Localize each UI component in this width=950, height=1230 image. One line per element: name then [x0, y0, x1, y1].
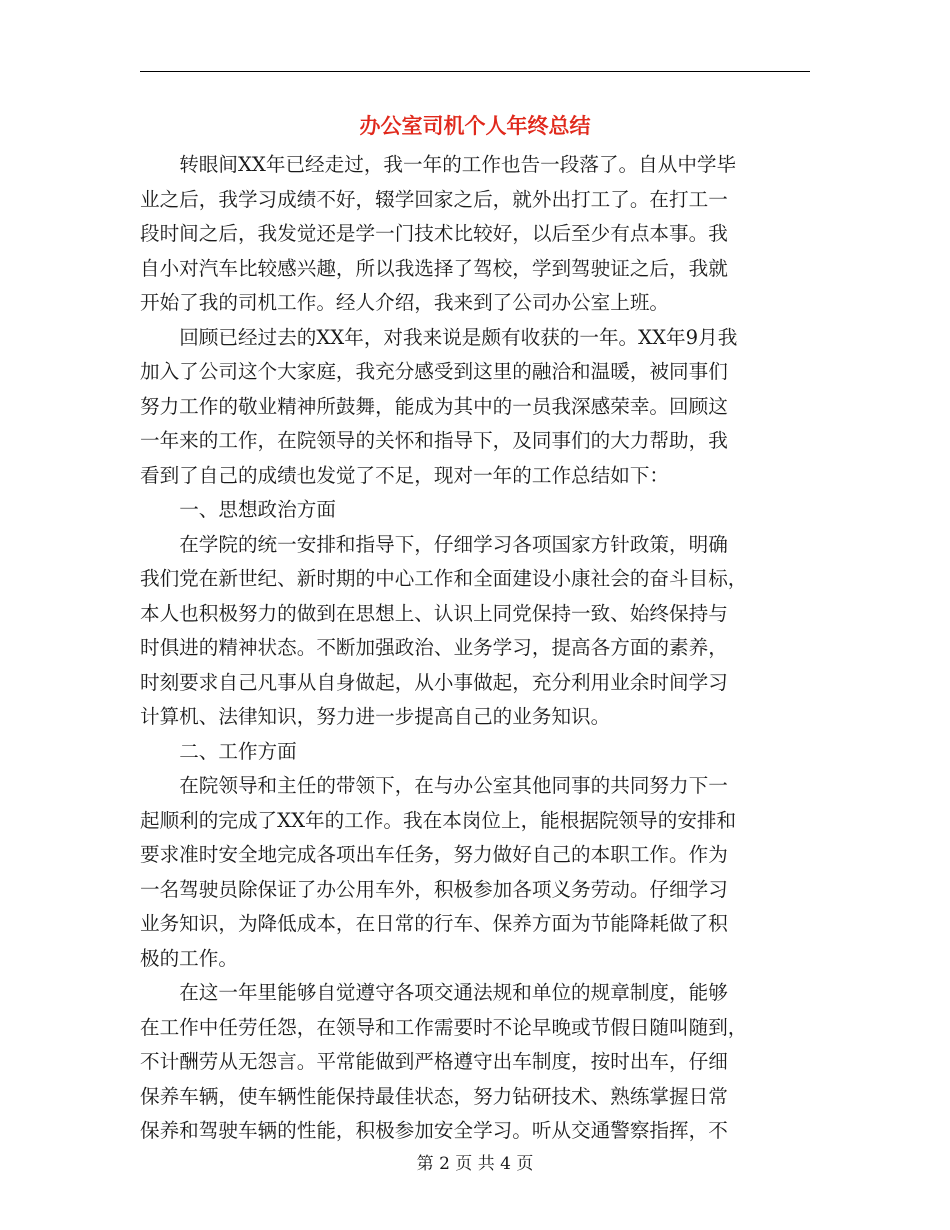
paragraph-discipline: 在这一年里能够自觉遵守各项交通法规和单位的规章制度，能够 在工作中任劳任怨，在领导和工作需要时不论早晚或节假日随叫随到， 不计酬劳从无怨言。平常能做到严格遵守出车制度，按时出车，仔细 保养车辆，使车辆性能保持最佳状态，努力钻研技术、熟练掌握日常 保养和驾驶车辆的性能，积极参加安全学习。听从交通警察指挥，不 [140, 981, 748, 1142]
document-title: 办公室司机个人年终总结 [359, 114, 591, 138]
paragraph-review: 回顾已经过去的XX年，对我来说是颇有收获的一年。XX年9月我 加入了公司这个大家庭，我充分感受到这里的融洽和温暖，被同事们 努力工作的敬业精神所鼓舞，能成为其中的一员我深感荣幸。回顾这 一年来的工作，在院领导的关怀和指导下，及同事们的大力帮助，我 看到了自己的成绩也发觉了不足，现对一年的工作总结如下： [140, 325, 738, 487]
section-heading-ideology: 一、思想政治方面 [179, 498, 336, 521]
header-rule [140, 71, 810, 72]
paragraph-work: 在院领导和主任的带领下，在与办公室其他同事的共同努力下一 起顺利的完成了XX年的工作。我在本岗位上，能根据院领导的安排和 要求准时安全地完成各项出车任务，努力做好自己的本职工作。作为 一名驾驶员除保证了办公用车外，积极参加各项义务劳动。仔细学习 业务知识，为降低成本，在日常的行车、保养方面为节能降耗做了积 极的工作。 [140, 774, 737, 970]
section-heading-work: 二、工作方面 [179, 739, 297, 763]
page-number: 第 2 页 共 4 页 [416, 1154, 534, 1174]
document-body [140, 148, 810, 1149]
paragraph-intro: 转眼间XX年已经走过，我一年的工作也告一段落了。自从中学毕 业之后，我学习成绩不好，辍学回家之后，就外出打工了。在打工一 段时间之后，我发觉还是学一门技术比较好，以后至少有点本事。我 自小对汽车比较感兴趣，所以我选择了驾校，学到驾驶证之后，我就 开始了我的司机工作。经人介绍，我来到了公司办公室上班。 [140, 153, 737, 314]
paragraph-ideology: 在学院的统一安排和指导下，仔细学习各项国家方针政策，明确 我们党在新世纪、新时期的中心工作和全面建设小康社会的奋斗目标， 本人也积极努力的做到在思想上、认识上同党保持一致、始终保持与 时俱进的精神状态。不断加强政治、业务学习，提高各方面的素养， 时刻要求自己凡事从自身做起，从小事做起，充分利用业余时间学习 计算机、法律知识，努力进一步提高自己的业务知识。 [140, 532, 748, 728]
